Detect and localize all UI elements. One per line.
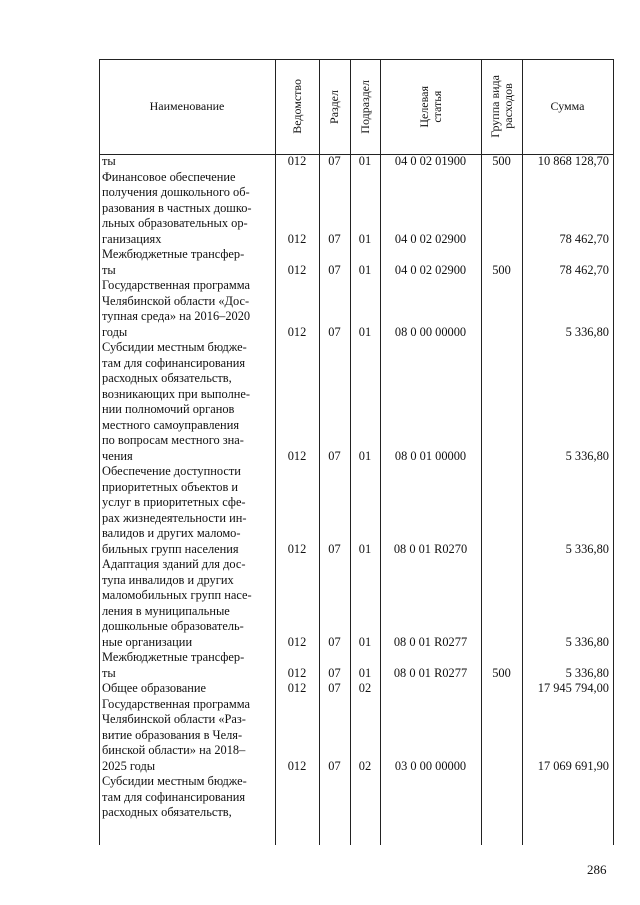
cell-summa: 78 462,70	[559, 231, 609, 246]
cell-summa: 17 069 691,90	[537, 758, 609, 773]
row-name-line: там для софинансирования	[102, 789, 246, 804]
cell-razdel: 07	[328, 324, 341, 339]
cell-razdel: 07	[328, 448, 341, 463]
row-name-line: Общее образование	[102, 681, 207, 695]
cell-razdel: 07	[328, 665, 341, 680]
cell-celevaya: 04 0 02 01900	[394, 154, 467, 168]
cell-summa: 10 868 128,70	[537, 154, 609, 168]
row-name-line: маломобильных групп насе-	[102, 588, 252, 602]
cell-summa: 5 336,80	[565, 541, 609, 556]
header-celevaya-label	[418, 86, 444, 128]
cell-gruppa: 500	[492, 665, 511, 680]
header-summa-label: Сумма	[550, 99, 585, 113]
row-name-line: Челябинской области «Дос-	[102, 293, 250, 308]
header-razdel-label: Раздел	[327, 89, 341, 124]
row-name-line: бинской области» на 2018–	[102, 743, 246, 757]
row-name-line: годы	[102, 324, 128, 339]
row-name-line: Адаптация зданий для дос-	[102, 557, 246, 571]
header-gruppa	[481, 59, 522, 154]
header-celevaya-line: статья	[429, 90, 444, 123]
cell-vedomstvo: 012	[287, 634, 307, 649]
row-name-line: рах жизнедеятельности ин-	[102, 510, 247, 525]
cell-razdel: 07	[328, 231, 341, 246]
page-number: 286	[587, 862, 607, 877]
cell-vedomstvo: 012	[287, 541, 307, 556]
budget-table	[99, 59, 614, 845]
cell-gruppa: 500	[492, 154, 511, 168]
cell-podrazdel: 02	[358, 681, 372, 695]
grid-line	[481, 59, 482, 845]
cell-celevaya: 08 0 00 00000	[394, 324, 467, 339]
row-name-line: бильных групп населения	[102, 541, 239, 556]
row-name-line: ные организации	[102, 634, 193, 649]
header-celevaya	[380, 59, 481, 154]
row-name-line: Межбюджетные трансфер-	[102, 650, 245, 664]
cell-razdel: 07	[328, 634, 341, 649]
cell-celevaya: 08 0 01 00000	[394, 448, 467, 463]
row-name-line: Финансовое обеспечение	[102, 169, 236, 184]
header-gruppa-label	[489, 75, 515, 138]
row-name-line: Субсидии местным бюдже-	[102, 774, 247, 788]
grid-line	[613, 59, 614, 845]
row-name	[99, 681, 272, 697]
row-name-line: чения	[102, 448, 133, 463]
cell-gruppa: 500	[492, 262, 511, 277]
cell-podrazdel: 01	[358, 154, 372, 168]
row-name-line: валидов и других маломо-	[102, 526, 241, 540]
row-name	[99, 464, 272, 557]
cell-podrazdel: 01	[358, 448, 372, 463]
cell-podrazdel: 01	[358, 541, 372, 556]
row-name-line: ты	[102, 262, 116, 277]
row-name	[99, 697, 272, 775]
row-name	[99, 557, 272, 650]
row-name-line: возникающих при выполне-	[102, 386, 251, 401]
row-name	[99, 247, 272, 278]
row-name-line: льных образовательных ор-	[102, 216, 248, 230]
cell-celevaya: 04 0 02 02900	[394, 231, 467, 246]
row-name-line: Челябинской области «Раз-	[102, 712, 246, 726]
row-name-line: дошкольные образователь-	[102, 619, 244, 633]
row-name-line: витие образования в Челя-	[102, 727, 243, 742]
cell-podrazdel: 01	[358, 324, 372, 339]
cell-summa: 78 462,70	[559, 262, 609, 277]
row-name-line: ты	[102, 665, 116, 680]
row-name-line: Субсидии местным бюдже-	[102, 340, 247, 354]
row-name	[99, 340, 272, 464]
header-razdel	[319, 59, 350, 154]
header-name-label: Наименование	[149, 99, 225, 113]
row-name-line: Государственная программа	[102, 278, 250, 292]
row-name-line: разования в частных дошко-	[102, 200, 252, 215]
row-name-line: Межбюджетные трансфер-	[102, 247, 245, 261]
row-name-line: получения дошкольного об-	[102, 185, 250, 199]
cell-podrazdel: 02	[358, 758, 372, 773]
row-name-line: услуг в приоритетных сфе-	[102, 495, 246, 509]
cell-celevaya: 08 0 01 R0270	[393, 541, 468, 556]
row-name-line: ты	[102, 154, 116, 168]
cell-razdel: 07	[328, 154, 341, 168]
cell-razdel: 07	[328, 262, 341, 277]
cell-podrazdel: 01	[358, 262, 372, 277]
cell-vedomstvo: 012	[287, 665, 307, 680]
cell-vedomstvo: 012	[287, 448, 307, 463]
cell-summa: 5 336,80	[565, 324, 609, 339]
row-name-line: приоритетных объектов и	[102, 479, 239, 494]
cell-vedomstvo: 012	[287, 681, 307, 695]
cell-summa: 5 336,80	[565, 448, 609, 463]
row-name-line: 2025 годы	[102, 758, 156, 773]
row-name-line: расходных обязательств,	[102, 805, 232, 819]
cell-razdel: 07	[328, 758, 341, 773]
header-podrazdel	[350, 59, 380, 154]
cell-razdel: 07	[328, 681, 341, 695]
row-name-line: нии полномочий органов	[102, 402, 235, 416]
header-celevaya-line: Целевая	[416, 85, 431, 128]
header-gruppa-line: Группа вида	[487, 75, 502, 138]
cell-summa: 5 336,80	[565, 634, 609, 649]
cell-vedomstvo: 012	[287, 154, 307, 168]
row-name-line: Государственная программа	[102, 696, 250, 711]
row-name-line: Обеспечение доступности	[102, 464, 241, 478]
row-name-line: местного самоуправления	[102, 417, 240, 432]
cell-podrazdel: 01	[358, 665, 372, 680]
header-vedomstvo-label: Ведомство	[289, 79, 304, 134]
row-name	[99, 170, 272, 248]
row-name-line: тупа инвалидов и других	[102, 572, 234, 587]
header-vedomstvo	[275, 59, 319, 154]
cell-celevaya: 03 0 00 00000	[394, 758, 467, 773]
cell-celevaya: 04 0 02 02900	[394, 262, 467, 277]
row-name-line: там для софинансирования	[102, 355, 246, 370]
cell-celevaya: 08 0 01 R0277	[393, 665, 468, 680]
row-name	[99, 154, 272, 170]
row-name-line: ганизациях	[102, 231, 162, 246]
header-podrazdel-label: Подраздел	[357, 79, 372, 134]
cell-summa: 17 945 794,00	[537, 681, 609, 695]
row-name	[99, 774, 272, 821]
row-name-line: тупная среда» на 2016–2020	[102, 309, 251, 323]
cell-podrazdel: 01	[358, 231, 372, 246]
row-name	[99, 650, 272, 681]
cell-summa: 5 336,80	[565, 665, 609, 680]
header-name	[99, 59, 275, 154]
cell-vedomstvo: 012	[287, 262, 307, 277]
header-summa	[522, 59, 613, 154]
header-gruppa-line: расходов	[500, 83, 515, 130]
cell-podrazdel: 01	[358, 634, 372, 649]
row-name-line: расходных обязательств,	[102, 371, 232, 385]
row-name-line: по вопросам местного зна-	[102, 433, 244, 447]
cell-celevaya: 08 0 01 R0277	[393, 634, 468, 649]
cell-vedomstvo: 012	[287, 324, 307, 339]
cell-vedomstvo: 012	[287, 758, 307, 773]
cell-vedomstvo: 012	[287, 231, 307, 246]
cell-razdel: 07	[328, 541, 341, 556]
row-name-line: ления в муниципальные	[102, 603, 230, 618]
row-name	[99, 278, 272, 340]
